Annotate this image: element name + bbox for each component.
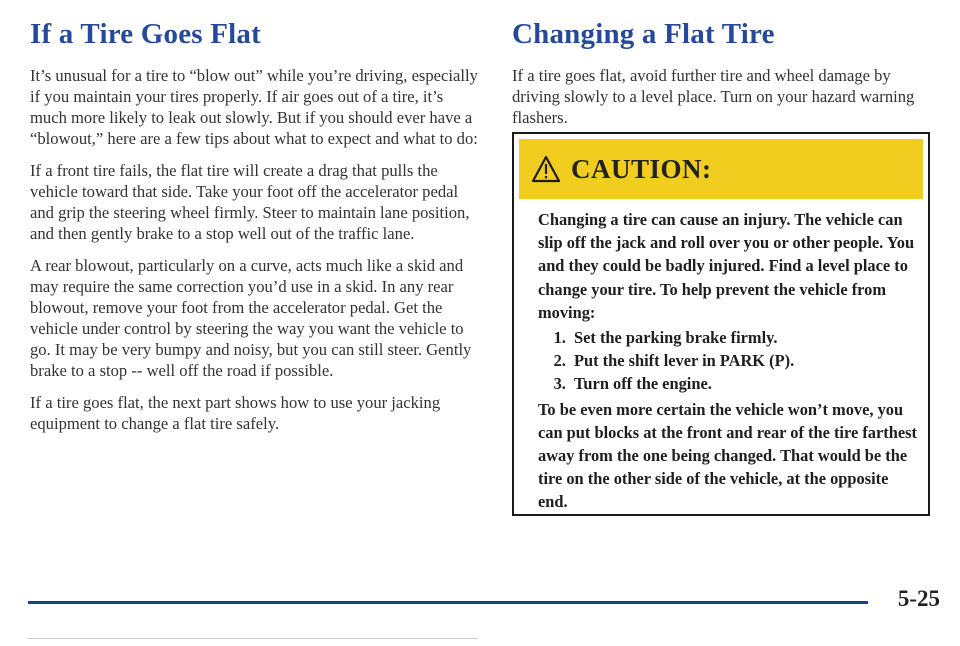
warning-triangle-icon [531,155,561,183]
paragraph-next-part: If a tire goes flat, the next part shows how to use your jacking equipment to change a flat tire safely. [30,393,441,433]
caution-step: 3. Turn off the engine. [570,372,918,395]
right-column [512,18,937,139]
page-number: 5-25 [897,586,940,611]
paragraph-changing-intro: If a tire goes flat, avoid further tire and wheel damage by driving slowly to a level place. Turn on your hazard warning flashers. [512,66,915,127]
left-column [30,18,478,445]
caution-box [512,132,930,516]
caution-banner [519,139,923,199]
paragraph-intro: It’s unusual for a tire to “blow out” while you’re driving, especially if you maintain your tires properly. If air goes out of a tire, it’s much more likely to leak out slowly. But if you should ever have a “blowout,” here are a few tips about what to expect and what to do: [30,66,478,148]
footer-rule [28,601,868,604]
caution-text-end: To be even more certain the vehicle won’t move, you can put blocks at the front and rear of the tire farthest away from the one being changed. That would be the tire on the other side of the vehicle, at the opposite end. [538,399,917,512]
caution-text-start: Changing a tire can cause an injury. The vehicle can slip off the jack and roll over you or other people. You and they could be badly injured. Find a level place to change your tire. To help prevent the vehicle from moving: [538,210,915,322]
caution-step: 2. Put the shift lever in PARK (P). [570,349,918,372]
caution-body [538,208,918,514]
paragraph-rear-blowout: A rear blowout, particularly on a curve, acts much like a skid and may require the same correction you’d use in a skid. In any rear blowout, remove your foot from the accelerator pedal. Get the vehicle under control by steering the way you want the vehicle to go. It may be very bumpy and noisy, but you can still steer. Gently brake to a stop -- well off the road if possible. [30,256,472,380]
caution-step: 1. Set the parking brake firmly. [570,326,918,349]
bottom-divider [28,638,478,639]
paragraph-front-tire: If a front tire fails, the flat tire will create a drag that pulls the vehicle toward that side. Take your foot off the accelerator pedal and grip the steering wheel firmly. Steer to maintain lane position, and then gently brake to a stop well out of the traffic lane. [30,161,470,243]
section-heading-changing-tire: Changing a Flat Tire [512,18,775,50]
caution-title: CAUTION: [571,153,712,184]
section-heading-flat-tire: If a Tire Goes Flat [30,18,261,50]
caution-steps-list [538,326,918,396]
